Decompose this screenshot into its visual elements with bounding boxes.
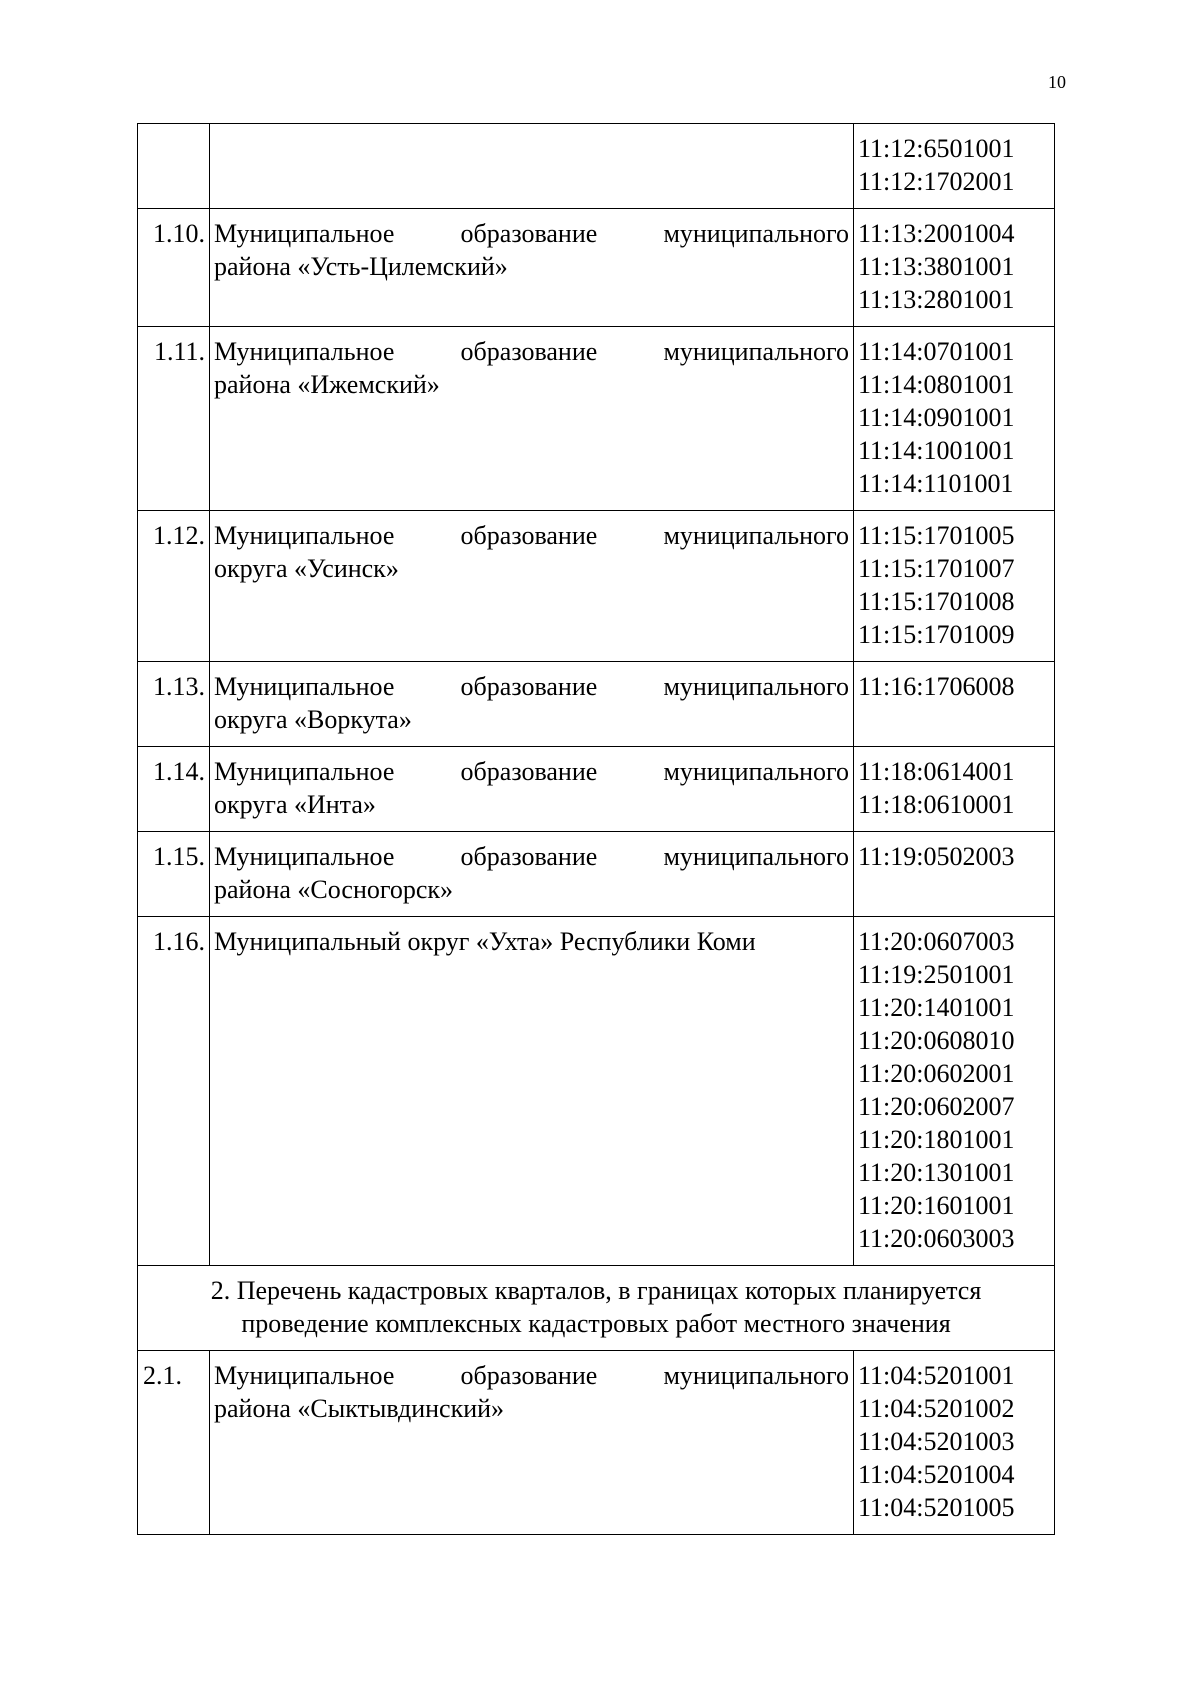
cadastral-code: 11:20:0602007 <box>858 1092 1015 1121</box>
row-number: 2.1. <box>138 1351 210 1535</box>
cadastral-code: 11:19:0502003 <box>858 842 1015 871</box>
municipality-name <box>210 1351 854 1535</box>
cadastral-code: 11:20:0607003 <box>858 927 1015 956</box>
municipality-name <box>210 832 854 917</box>
cadastral-code: 11:20:0602001 <box>858 1059 1015 1088</box>
cadastral-codes <box>854 662 1055 747</box>
municipality-name-line: Муниципальный округ «Ухта» Республики Коми <box>214 927 756 956</box>
row-number: 1.16. <box>138 917 210 1266</box>
cadastral-code: 11:14:1001001 <box>858 436 1015 465</box>
row-number <box>138 124 210 209</box>
cadastral-code: 11:20:1401001 <box>858 993 1015 1022</box>
municipality-name-line: Муниципальное образование муниципального <box>214 842 849 871</box>
cadastral-codes <box>854 917 1055 1266</box>
cadastral-code: 11:15:1701005 <box>858 521 1015 550</box>
cadastral-codes <box>854 1351 1055 1535</box>
row-number: 1.14. <box>138 747 210 832</box>
cadastral-code: 11:20:1601001 <box>858 1191 1015 1220</box>
municipality-name <box>210 917 854 1266</box>
cadastral-codes <box>854 511 1055 662</box>
section-heading-row <box>138 1266 1055 1351</box>
table-row <box>138 511 1055 662</box>
municipality-name-line: района «Усть-Цилемский» <box>214 252 508 281</box>
cadastral-code: 11:18:0610001 <box>858 790 1015 819</box>
municipality-name-line: округа «Усинск» <box>214 554 399 583</box>
table-row <box>138 917 1055 1266</box>
cadastral-code: 11:19:2501001 <box>858 960 1015 989</box>
row-number: 1.13. <box>138 662 210 747</box>
cadastral-code: 11:20:1301001 <box>858 1158 1015 1187</box>
cadastral-code: 11:20:0603003 <box>858 1224 1015 1253</box>
municipality-name-line: округа «Инта» <box>214 790 376 819</box>
cadastral-code: 11:13:2001004 <box>858 219 1015 248</box>
cadastral-codes <box>854 327 1055 511</box>
section-heading-line: 2. Перечень кадастровых кварталов, в границах которых планируется <box>210 1276 982 1305</box>
cadastral-code: 11:15:1701007 <box>858 554 1015 583</box>
municipality-name-line: Муниципальное образование муниципального <box>214 1361 849 1390</box>
municipality-name-line: Муниципальное образование муниципального <box>214 219 849 248</box>
cadastral-code: 11:14:1101001 <box>858 469 1014 498</box>
cadastral-code: 11:14:0801001 <box>858 370 1015 399</box>
municipality-name-line: Муниципальное образование муниципального <box>214 757 849 786</box>
cadastral-code: 11:14:0701001 <box>858 337 1015 366</box>
cadastral-code: 11:15:1701008 <box>858 587 1015 616</box>
cadastral-code: 11:04:5201005 <box>858 1493 1015 1522</box>
section-heading <box>138 1266 1055 1351</box>
table-row <box>138 747 1055 832</box>
cadastral-code: 11:13:3801001 <box>858 252 1015 281</box>
municipality-name <box>210 124 854 209</box>
cadastral-codes <box>854 747 1055 832</box>
table-row <box>138 1351 1055 1535</box>
table-row <box>138 662 1055 747</box>
municipality-name <box>210 209 854 327</box>
cadastral-code: 11:16:1706008 <box>858 672 1015 701</box>
municipality-name-line: Муниципальное образование муниципального <box>214 521 849 550</box>
table-row <box>138 832 1055 917</box>
table-row <box>138 124 1055 209</box>
cadastral-code: 11:04:5201001 <box>858 1361 1015 1390</box>
cadastral-code: 11:18:0614001 <box>858 757 1015 786</box>
table-row <box>138 327 1055 511</box>
cadastral-quarters-table <box>137 123 1055 1535</box>
row-number: 1.15. <box>138 832 210 917</box>
cadastral-code: 11:20:1801001 <box>858 1125 1015 1154</box>
cadastral-code: 11:12:1702001 <box>858 167 1015 196</box>
municipality-name-line: района «Ижемский» <box>214 370 440 399</box>
municipality-name-line: округа «Воркута» <box>214 705 412 734</box>
row-number: 1.11. <box>138 327 210 511</box>
cadastral-code: 11:04:5201004 <box>858 1460 1015 1489</box>
cadastral-codes <box>854 124 1055 209</box>
row-number: 1.12. <box>138 511 210 662</box>
municipality-name <box>210 662 854 747</box>
municipality-name-line: района «Сыктывдинский» <box>214 1394 505 1423</box>
cadastral-code: 11:14:0901001 <box>858 403 1015 432</box>
cadastral-code: 11:12:6501001 <box>858 134 1015 163</box>
cadastral-code: 11:04:5201003 <box>858 1427 1015 1456</box>
municipality-name-line: Муниципальное образование муниципального <box>214 337 849 366</box>
municipality-name <box>210 747 854 832</box>
cadastral-code: 11:15:1701009 <box>858 620 1015 649</box>
section-heading-line: проведение комплексных кадастровых работ местного значения <box>241 1309 951 1338</box>
page-number: 10 <box>1048 72 1066 92</box>
municipality-name <box>210 327 854 511</box>
table-row <box>138 209 1055 327</box>
row-number: 1.10. <box>138 209 210 327</box>
cadastral-code: 11:04:5201002 <box>858 1394 1015 1423</box>
cadastral-codes <box>854 832 1055 917</box>
cadastral-code: 11:13:2801001 <box>858 285 1015 314</box>
municipality-name <box>210 511 854 662</box>
municipality-name-line: района «Сосногорск» <box>214 875 454 904</box>
cadastral-codes <box>854 209 1055 327</box>
cadastral-code: 11:20:0608010 <box>858 1026 1015 1055</box>
municipality-name-line: Муниципальное образование муниципального <box>214 672 849 701</box>
